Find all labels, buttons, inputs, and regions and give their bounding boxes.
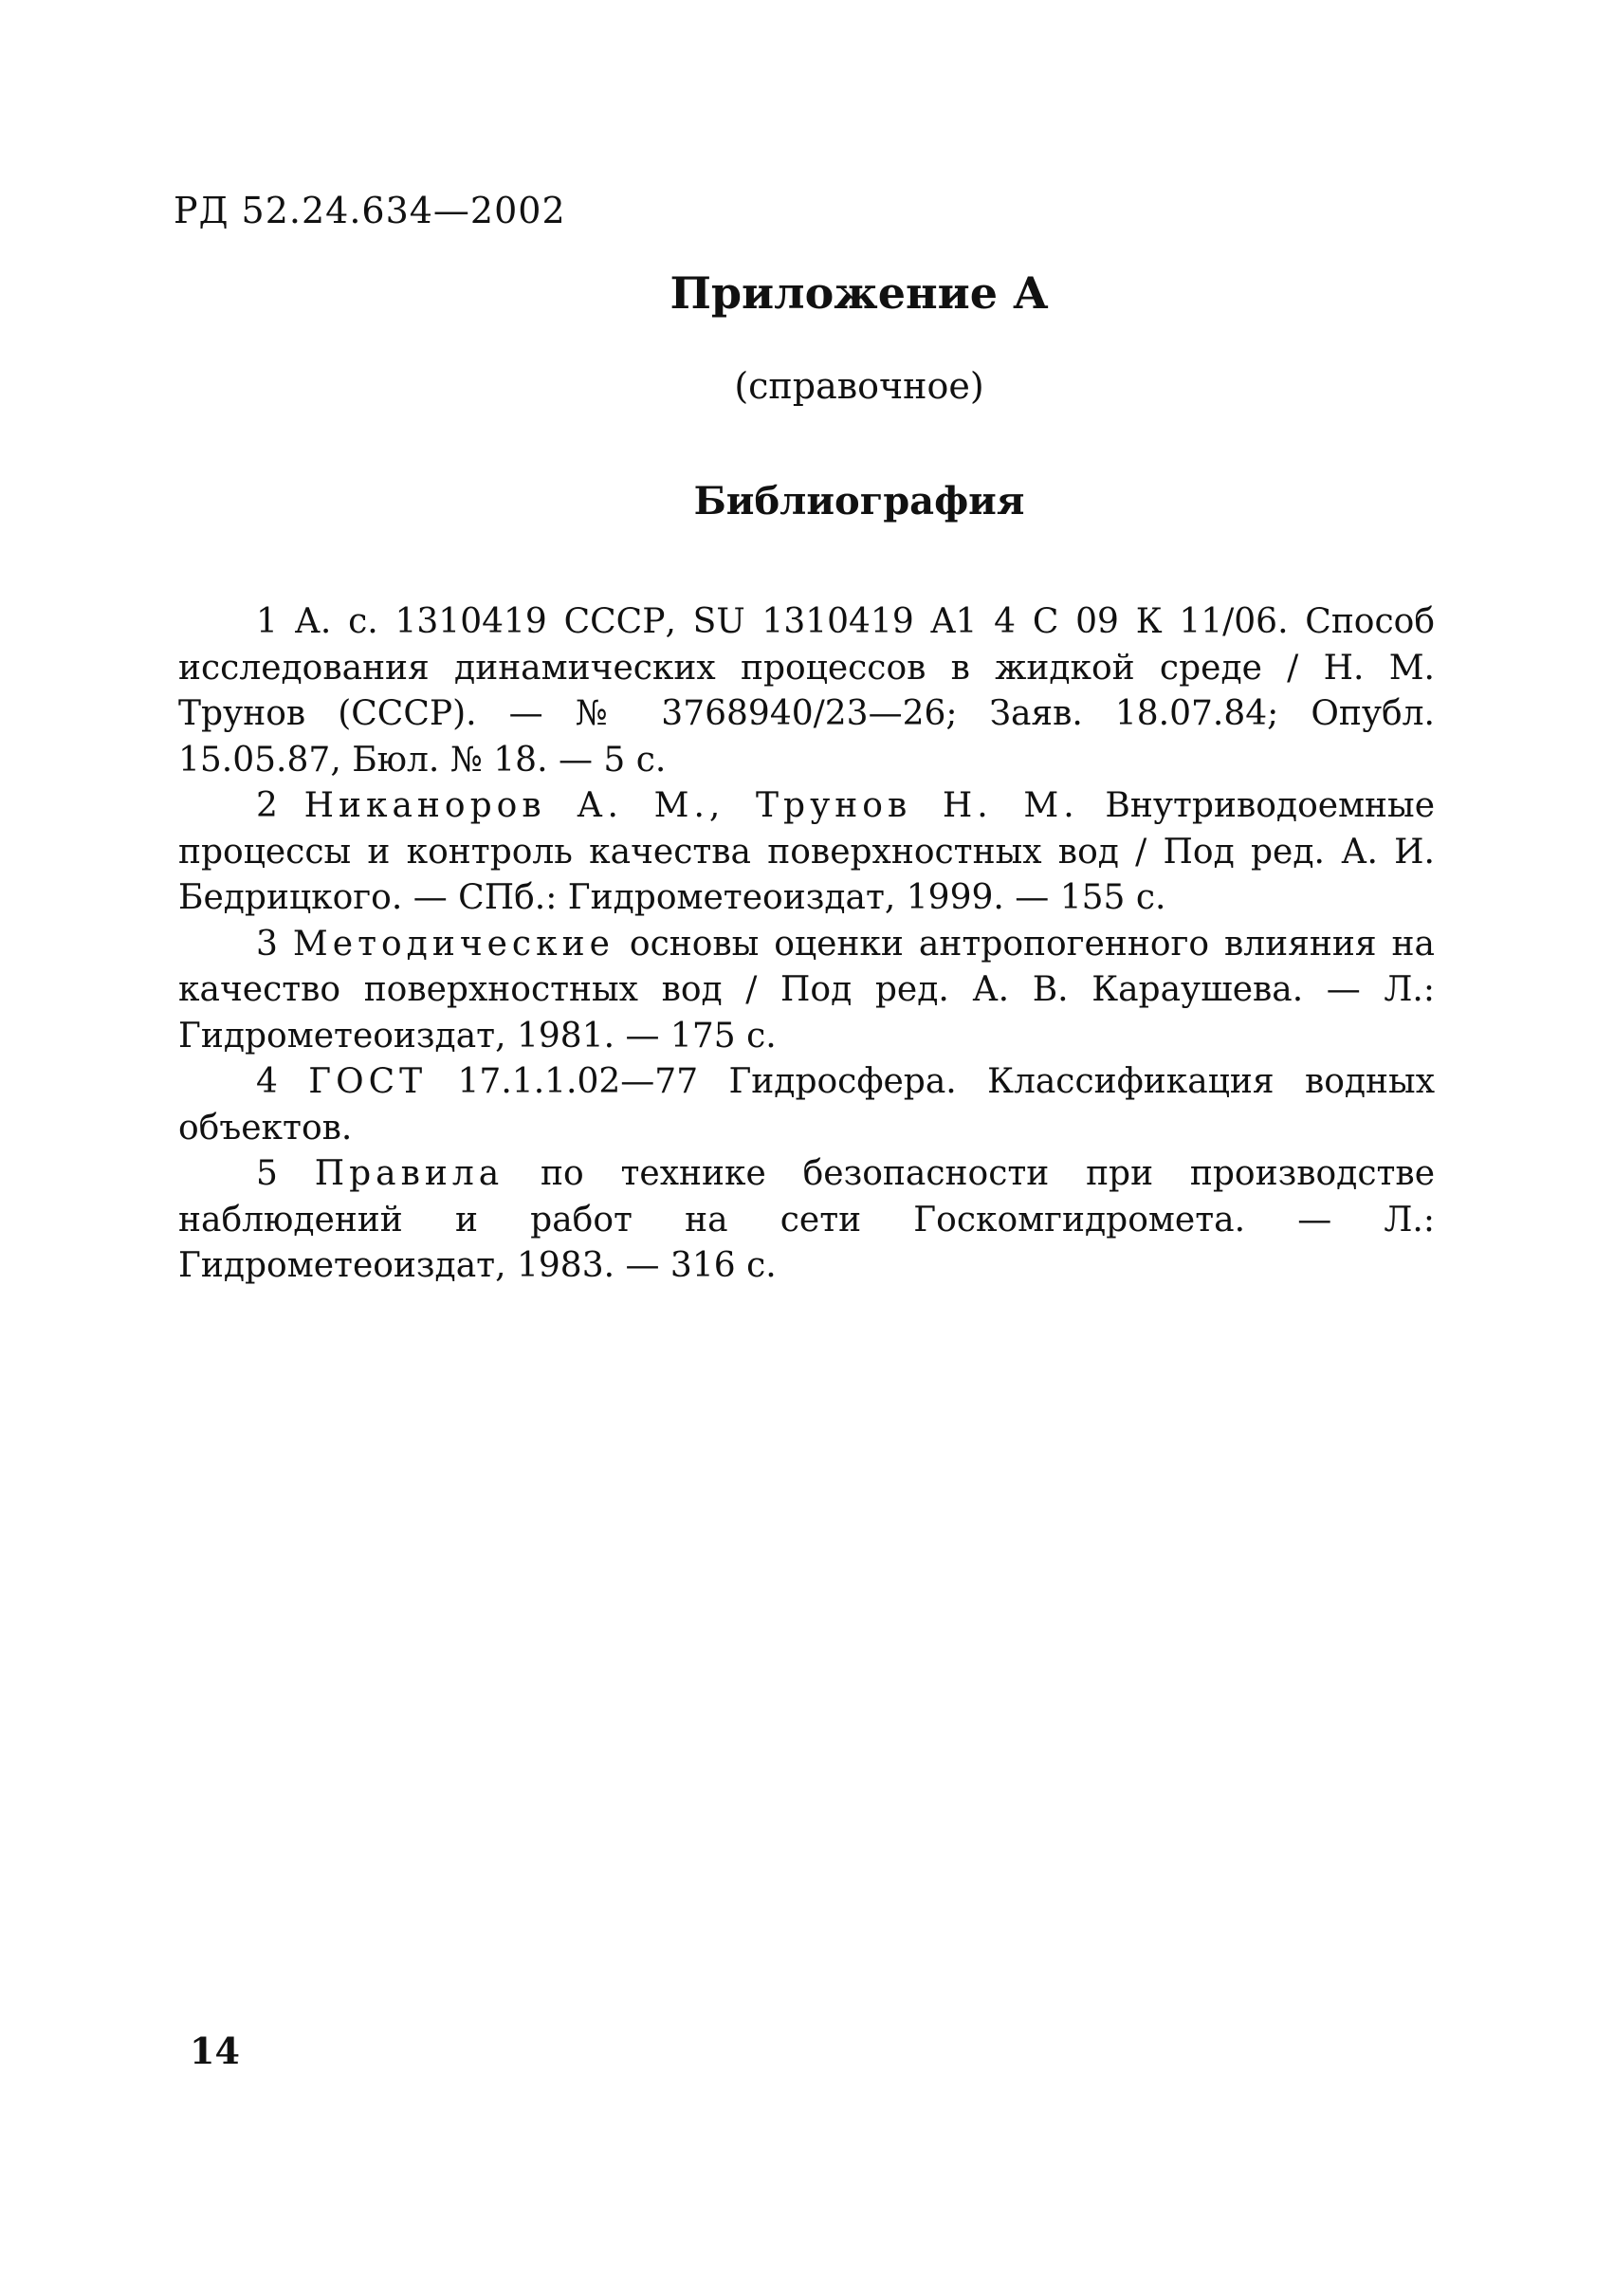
appendix-title: Приложение А	[669, 267, 1049, 319]
bibliography-entry	[178, 1151, 1435, 1290]
appendix-subtitle: (справочное)	[734, 365, 984, 407]
bibliography-entry	[178, 783, 1435, 922]
document-code: РД 52.24.634—2002	[174, 190, 566, 231]
bibliography-entry	[178, 1059, 1435, 1151]
entry-text: основы оценки антропогенного влияния на качество поверхностных вод / Под ред. А. В. Караушева. — Л.: Гидрометеоиздат, 1981. — 175 с.	[178, 924, 1436, 1056]
bibliography-entry	[178, 599, 1435, 783]
entry-text: А. с. 1310419 СССР, SU 1310419 A1 4 С 09 К 11/06. Способ исследования динамических процессов в жидкой среде / Н. М. Трунов (СССР). — № 3768940/23—26; Заяв. 18.07.84; Опубл. 15.05.87, Бюл. № 18. — 5 с.	[178, 602, 1435, 780]
entry-author: ГОСТ	[308, 1062, 428, 1101]
entry-number: 5	[256, 1154, 278, 1193]
entry-number: 4	[256, 1062, 278, 1101]
entry-author: Правила	[314, 1154, 504, 1193]
bibliography-entry	[178, 922, 1435, 1060]
entry-number: 3	[256, 924, 278, 964]
entry-number: 1	[256, 602, 278, 641]
entry-text: по технике безопасности при производстве наблюдений и работ на сети Госкомгидромета. — Л.: Гидрометеоиздат, 1983. — 316 с.	[178, 1154, 1435, 1285]
page-number: 14	[190, 2030, 240, 2072]
section-title: Библиография	[693, 479, 1025, 523]
entry-author: Методические	[292, 924, 614, 964]
entry-text: 17.1.1.02—77 Гидросфера. Классификация водных объектов.	[178, 1062, 1436, 1148]
entry-author: Никаноров А. М., Трунов Н. М.	[303, 786, 1079, 825]
entry-number: 2	[256, 786, 278, 825]
bibliography-list	[178, 599, 1435, 1290]
entry-text: Внутриводоемные процессы и контроль качества поверхностных вод / Под ред. А. И. Бедрицкого. — СПб.: Гидрометеоиздат, 1999. — 155 с.	[178, 786, 1435, 917]
